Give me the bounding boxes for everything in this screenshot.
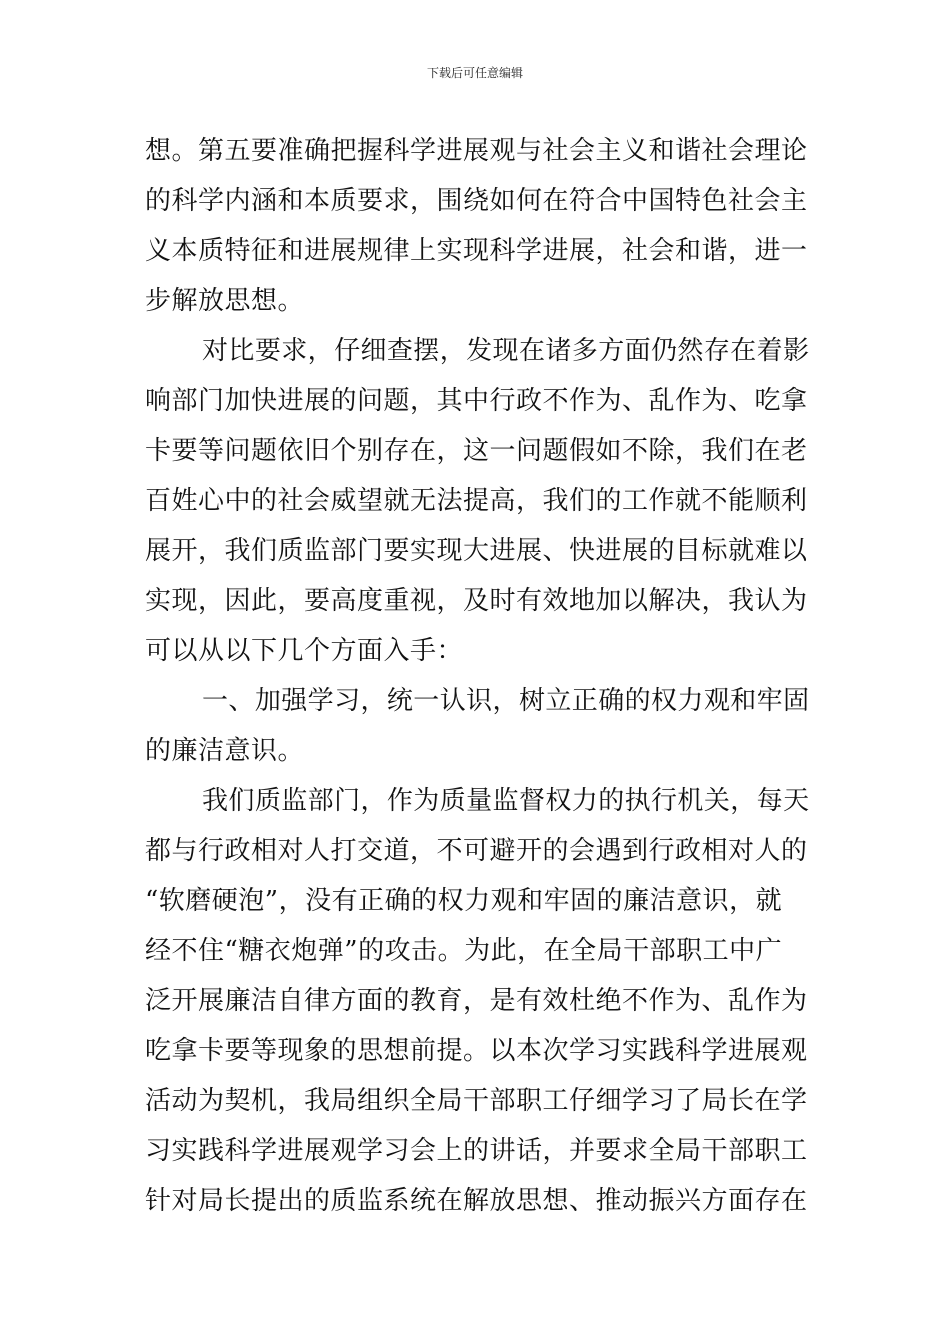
text-line: 的科学内涵和本质要求，围绕如何在符合中国特色社会主 — [145, 186, 808, 216]
text-line: 泛开展廉洁自律方面的教育，是有效杜绝不作为、乱作为 — [145, 986, 808, 1016]
text-line: 我们质监部门，作为质量监督权力的执行机关，每天 — [202, 786, 810, 816]
text-line: 吃拿卡要等现象的思想前提。以本次学习实践科学进展观 — [145, 1036, 808, 1066]
text-line: 响部门加快进展的问题，其中行政不作为、乱作为、吃拿 — [145, 386, 808, 416]
text-line: 针对局长提出的质监系统在解放思想、推动振兴方面存在 — [145, 1186, 808, 1216]
page-header: 下载后可任意编辑 — [426, 66, 523, 80]
text-line: 对比要求，仔细查摆，发现在诸多方面仍然存在着影 — [202, 336, 810, 366]
text-line: “软磨硬泡”，没有正确的权力观和牢固的廉洁意识，就 — [145, 886, 783, 916]
text-line: 实现，因此，要高度重视，及时有效地加以解决，我认为 — [145, 586, 808, 616]
text-line: 习实践科学进展观学习会上的讲话，并要求全局干部职工 — [145, 1136, 808, 1166]
text-line: 活动为契机，我局组织全局干部职工仔细学习了局长在学 — [145, 1086, 808, 1116]
text-line: 百姓心中的社会威望就无法提高，我们的工作就不能顺利 — [145, 486, 808, 516]
text-line: 可以从以下几个方面入手： — [145, 636, 464, 666]
text-line: 义本质特征和进展规律上实现科学进展，社会和谐，进一 — [145, 236, 808, 266]
text-line: 想。第五要准确把握科学进展观与社会主义和谐社会理论 — [145, 136, 808, 166]
text-line: 的廉洁意识。 — [145, 736, 305, 766]
text-line: 卡要等问题依旧个别存在，这一问题假如不除，我们在老 — [145, 436, 808, 466]
document-body — [145, 126, 810, 1226]
text-line: 一、加强学习，统一认识，树立正确的权力观和牢固 — [202, 686, 810, 716]
text-line: 都与行政相对人打交道，不可避开的会遇到行政相对人的 — [145, 836, 808, 866]
text-line: 步解放思想。 — [145, 286, 305, 316]
text-line: 展开，我们质监部门要实现大进展、快进展的目标就难以 — [145, 536, 808, 566]
text-line: 经不住“糖衣炮弹”的攻击。为此，在全局干部职工中广 — [145, 936, 783, 966]
